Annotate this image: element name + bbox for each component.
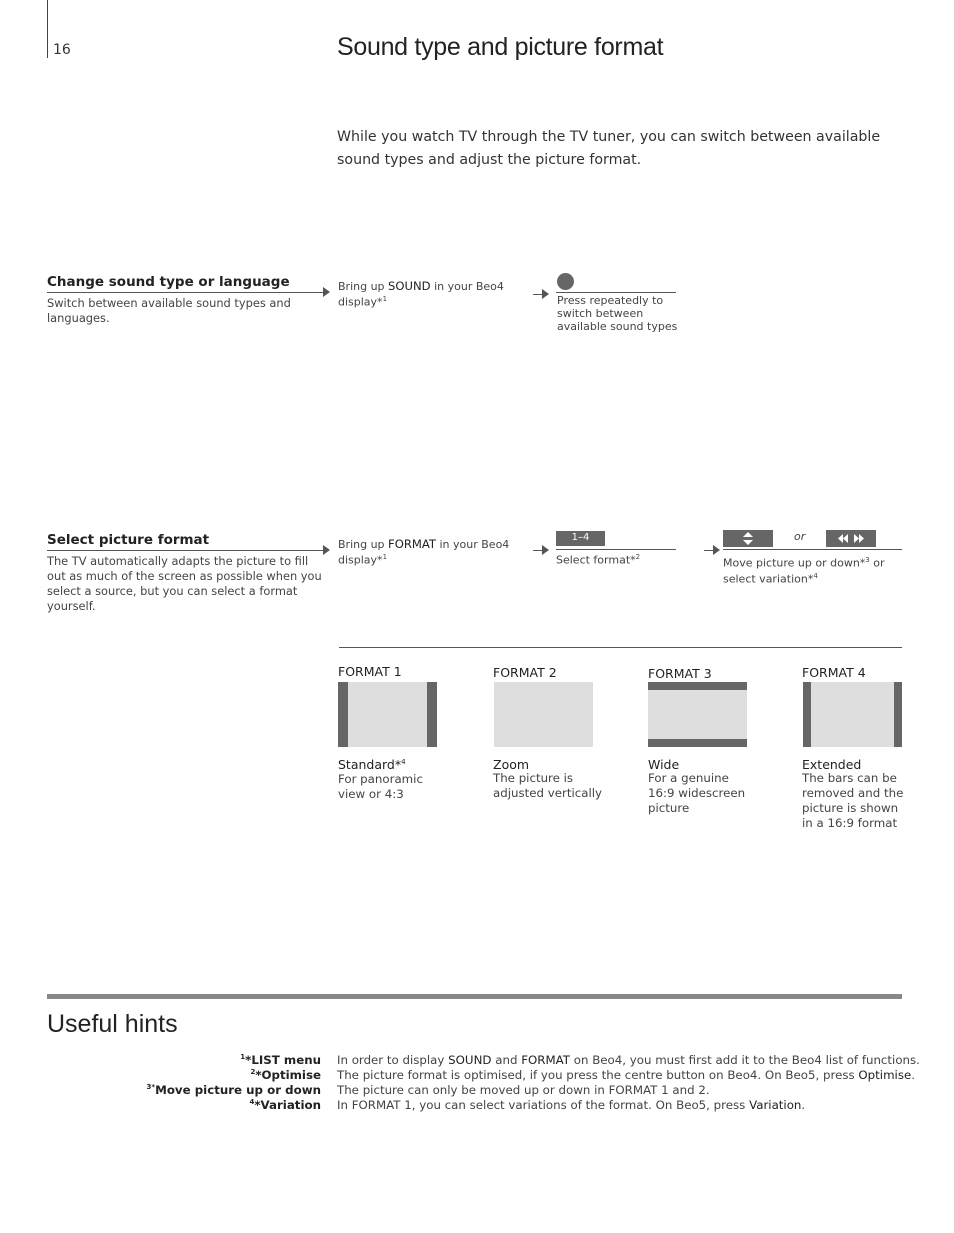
- side-bar-left: [338, 682, 348, 747]
- side-bar-right: [427, 682, 437, 747]
- up-down-arrows-icon: [723, 530, 773, 547]
- page-number: 16: [53, 42, 71, 58]
- arrow-right-icon: [323, 287, 330, 297]
- round-button-icon: [557, 273, 574, 290]
- hint-term-1: $^1$*LIST menu: [240, 1053, 321, 1067]
- format-2-name: Zoom: [493, 757, 530, 772]
- format-section-description: The TV automatically adapts the picture to fill out as much of the screen as possible when you select a source, but you can select a format yourself.: [47, 554, 322, 613]
- hints-title: Useful hints: [47, 1010, 178, 1038]
- intro-paragraph: While you watch TV through the TV tuner, you can switch between available sound types and adjust the picture format.: [337, 129, 881, 168]
- format-1-screen: [338, 682, 437, 747]
- up-down-button: [723, 530, 773, 547]
- hints-divider-bar: [47, 994, 902, 999]
- format-step-3: Move picture up or down*$^3$ or select variation*$^4$: [723, 556, 885, 586]
- formats-rule: [339, 647, 902, 648]
- hint-text-1: In order to display SOUND and FORMAT on Beo4, you must first add it to the Beo4 list of functions.: [337, 1053, 920, 1067]
- arrow-right-icon: [542, 289, 549, 299]
- hint-term-3: $^{3*}$Move picture up or down: [146, 1083, 321, 1097]
- arrow-right-icon: [713, 545, 720, 555]
- format-section-heading: Select picture format: [47, 532, 210, 548]
- sound-step-2: Press repeatedly to switch between available sound types: [557, 294, 678, 333]
- format-3-label: FORMAT 3: [648, 666, 712, 681]
- hint-text-2: The picture format is optimised, if you press the centre button on Beo4. On Beo5, press Optimise.: [337, 1068, 915, 1082]
- number-keys-button: 1–4: [556, 531, 605, 546]
- format-step-3-rule: [723, 549, 902, 550]
- format-4-screen: [803, 682, 902, 747]
- or-text: or: [794, 530, 806, 543]
- format-step-2: Select format*$^2$: [556, 553, 641, 567]
- format-key: FORMAT: [388, 537, 436, 551]
- hint-text-3: The picture can only be moved up or down in FORMAT 1 and 2.: [337, 1083, 710, 1097]
- format-2-label: FORMAT 2: [493, 665, 557, 680]
- sound-section-rule: [47, 292, 323, 293]
- sound-step-2-rule: [556, 292, 676, 293]
- page-margin-rule: [47, 0, 48, 58]
- format-step-1: Bring up FORMAT in your Beo4 display*$^1$: [338, 537, 510, 567]
- side-bar-right: [894, 682, 902, 747]
- rewind-forward-icon: [826, 530, 876, 547]
- format-3-description: For a genuine 16:9 widescreen picture: [648, 771, 746, 815]
- format-2-screen: [494, 682, 593, 747]
- hint-term-4: $^4$*Variation: [249, 1098, 321, 1112]
- format-3-screen: [648, 682, 747, 747]
- format-3-name: Wide: [648, 757, 680, 772]
- format-4-label: FORMAT 4: [802, 665, 866, 680]
- sound-section-description: Switch between available sound types and languages.: [47, 296, 291, 325]
- arrow-right-icon: [323, 545, 330, 555]
- sound-section-heading: Change sound type or language: [47, 274, 290, 290]
- bottom-bar: [648, 739, 747, 747]
- sound-step-1: Bring up SOUND in your Beo4 display*$^1$: [338, 279, 504, 309]
- page-title: Sound type and picture format: [337, 33, 664, 61]
- format-4-description: The bars can be removed and the picture is shown in a 16:9 format: [802, 771, 904, 830]
- arrow-right-icon: [542, 545, 549, 555]
- format-4-name: Extended: [802, 757, 862, 772]
- format-1-name: Standard*$^4$: [338, 757, 406, 772]
- sound-key: SOUND: [388, 279, 431, 293]
- format-section-rule: [47, 550, 323, 551]
- side-bar-left: [803, 682, 811, 747]
- hint-term-2: $^2$*Optimise: [250, 1068, 321, 1082]
- rewind-forward-button: [826, 530, 876, 547]
- format-2-description: The picture is adjusted vertically: [493, 771, 602, 800]
- top-bar: [648, 682, 747, 690]
- format-step-2-rule: [556, 549, 676, 550]
- format-1-description: For panoramic view or 4:3: [338, 772, 423, 801]
- hint-text-4: In FORMAT 1, you can select variations of the format. On Beo5, press Variation.: [337, 1098, 806, 1112]
- format-1-label: FORMAT 1: [338, 664, 402, 679]
